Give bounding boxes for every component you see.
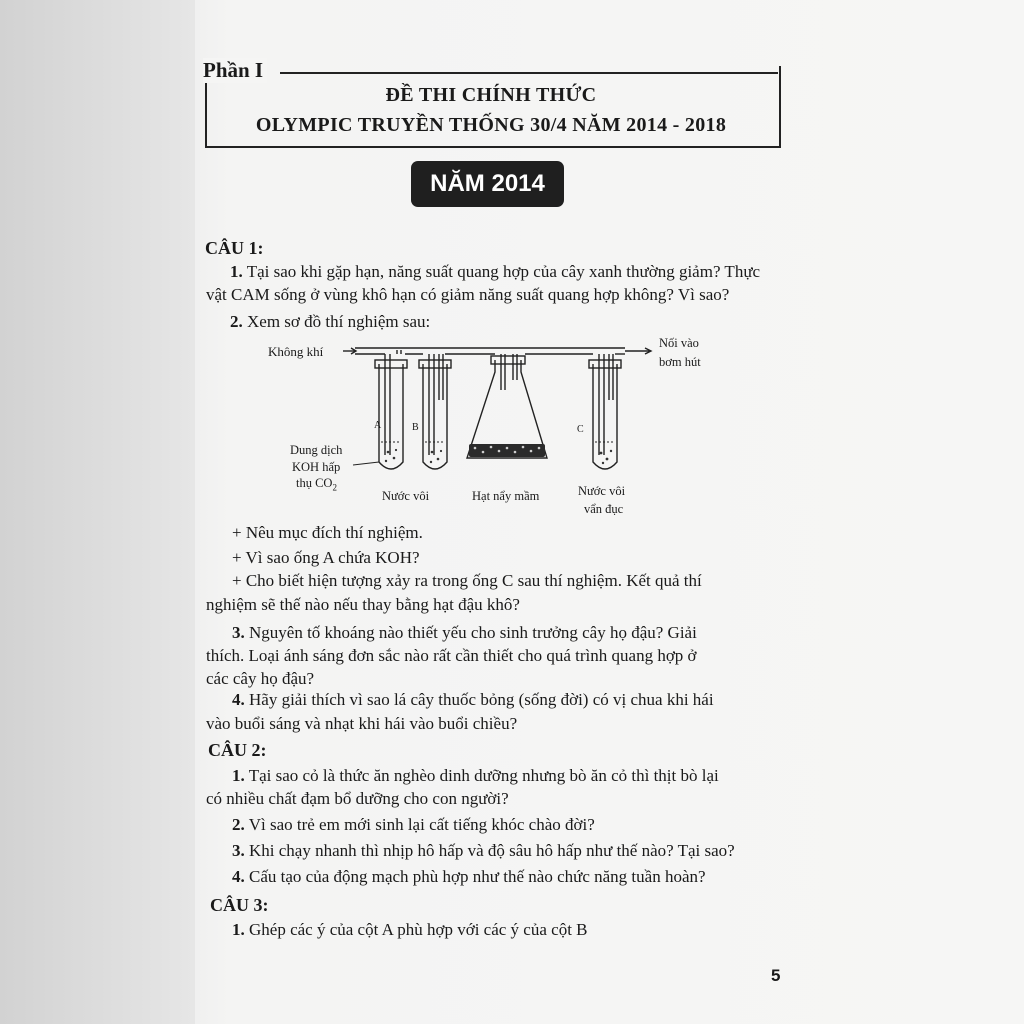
flask bbox=[467, 360, 547, 458]
cau1-q3-line3: các cây họ đậu? bbox=[206, 669, 315, 688]
cau2-q3-line bbox=[232, 841, 735, 861]
cau1-q2-number: 2. bbox=[230, 312, 243, 331]
cau1-q1-line2: vật CAM sống ở vùng khô hạn có giảm năng suất quang hợp không? Vì sao? bbox=[206, 285, 730, 304]
tube-a bbox=[379, 364, 403, 469]
label-koh-line2: KOH hấp bbox=[292, 460, 341, 474]
koh-leader-line bbox=[353, 462, 379, 465]
cau2-q3-number: 3. bbox=[232, 841, 245, 860]
cau2-q4-line bbox=[232, 867, 706, 887]
cau1-q3-text1: Nguyên tố khoáng nào thiết yếu cho sinh trưởng cây họ đậu? Giải bbox=[249, 623, 697, 642]
cau1-q1-text1: Tại sao khi gặp hạn, năng suất quang hợp của cây xanh thường giảm? Thực bbox=[246, 262, 761, 281]
cau3-q1-number: 1. bbox=[232, 920, 245, 939]
cau1-bullet3-line2: nghiệm sẽ thế nào nếu thay bằng hạt đậu khô? bbox=[206, 595, 520, 614]
label-tube-b: B bbox=[412, 422, 419, 433]
page-number: 5 bbox=[771, 966, 781, 985]
cau1-heading: CÂU 1: bbox=[205, 238, 264, 258]
cau1-q4-line1 bbox=[232, 690, 714, 710]
cau2-q2-line bbox=[232, 815, 595, 835]
cau1-bullet3-line1: + Cho biết hiện tượng xảy ra trong ống C sau thí nghiệm. Kết quả thí bbox=[232, 571, 702, 590]
cau2-q1-text1: Tại sao cỏ là thức ăn nghèo dinh dưỡng nhưng bò ăn cỏ thì thịt bò lại bbox=[248, 766, 719, 785]
label-tube-c: C bbox=[577, 424, 584, 435]
label-koh-line3 bbox=[296, 476, 337, 493]
cau1-q1-number: 1. bbox=[230, 262, 243, 281]
cau1-q3-line2: thích. Loại ánh sáng đơn sắc nào rất cần thiết cho quá trình quang hợp ở bbox=[206, 646, 697, 665]
cau2-q2-text: Vì sao trẻ em mới sinh lại cất tiếng khóc chào đời? bbox=[248, 815, 595, 834]
cau3-q1-line bbox=[232, 920, 588, 940]
label-pump-line2: bơm hút bbox=[659, 355, 701, 369]
header-title-line1: ĐỀ THI CHÍNH THỨC bbox=[385, 84, 597, 106]
label-cloudy-line1: Nước vôi bbox=[578, 484, 626, 498]
cau2-q2-number: 2. bbox=[232, 815, 245, 834]
cau1-bullet1: + Nêu mục đích thí nghiệm. bbox=[232, 523, 423, 542]
cau1-q1-line1 bbox=[230, 262, 760, 282]
cau2-q4-text: Cấu tạo của động mạch phù hợp như thế nào chức năng tuần hoàn? bbox=[249, 867, 706, 886]
cau2-q4-number: 4. bbox=[232, 867, 245, 886]
seeds-mass bbox=[469, 444, 545, 457]
cau2-q1-line2: có nhiều chất đạm bổ dưỡng cho con người? bbox=[206, 789, 509, 808]
tube-b-stopper bbox=[419, 360, 451, 368]
cau2-q3-text: Khi chạy nhanh thì nhịp hô hấp và độ sâu hô hấp như thế nào? Tại sao? bbox=[249, 841, 735, 860]
cau1-q2-line bbox=[230, 312, 430, 332]
cau2-q1-line1 bbox=[232, 766, 719, 786]
tube-a-stopper bbox=[375, 360, 407, 368]
cau1-q4-line2: vào buổi sáng và nhạt khi hái vào buổi chiều? bbox=[206, 714, 518, 733]
cau1-q4-number: 4. bbox=[232, 690, 245, 709]
part-label: Phần I bbox=[203, 58, 267, 83]
cau1-q4-text1: Hãy giải thích vì sao lá cây thuốc bỏng (sống đời) có vị chua khi hái bbox=[249, 690, 714, 709]
cau2-heading: CÂU 2: bbox=[208, 740, 267, 760]
label-pump-line1: Nối vào bbox=[659, 336, 699, 350]
label-air: Không khí bbox=[268, 344, 324, 359]
label-limewater: Nước vôi bbox=[382, 489, 430, 503]
label-koh-co: thụ CO bbox=[296, 476, 333, 490]
cau2-q1-number: 1. bbox=[232, 766, 245, 785]
page-gutter-shadow bbox=[0, 0, 195, 1024]
cau3-q1-text: Ghép các ý của cột A phù hợp với các ý của cột B bbox=[249, 920, 588, 939]
cau3-heading: CÂU 3: bbox=[210, 895, 269, 915]
header-top-rule bbox=[280, 72, 778, 74]
year-badge: NĂM 2014 bbox=[411, 161, 564, 207]
tube-c-stopper bbox=[589, 360, 621, 368]
label-cloudy-line2: vẩn đục bbox=[584, 502, 624, 516]
cau1-bullet2: + Vì sao ống A chứa KOH? bbox=[232, 548, 420, 567]
label-seeds: Hạt nẩy mầm bbox=[472, 489, 540, 503]
cau1-q3-number: 3. bbox=[232, 623, 245, 642]
label-tube-a: A bbox=[374, 420, 382, 431]
label-koh-line1: Dung dịch bbox=[290, 443, 343, 457]
flask-stopper bbox=[491, 356, 525, 364]
cau1-q2-text: Xem sơ đồ thí nghiệm sau: bbox=[247, 312, 431, 331]
cau1-q3-line1 bbox=[232, 623, 697, 643]
header-title-line2: OLYMPIC TRUYỀN THỐNG 30/4 NĂM 2014 - 2018 bbox=[255, 114, 727, 136]
label-koh-sub: 2 bbox=[332, 482, 337, 493]
